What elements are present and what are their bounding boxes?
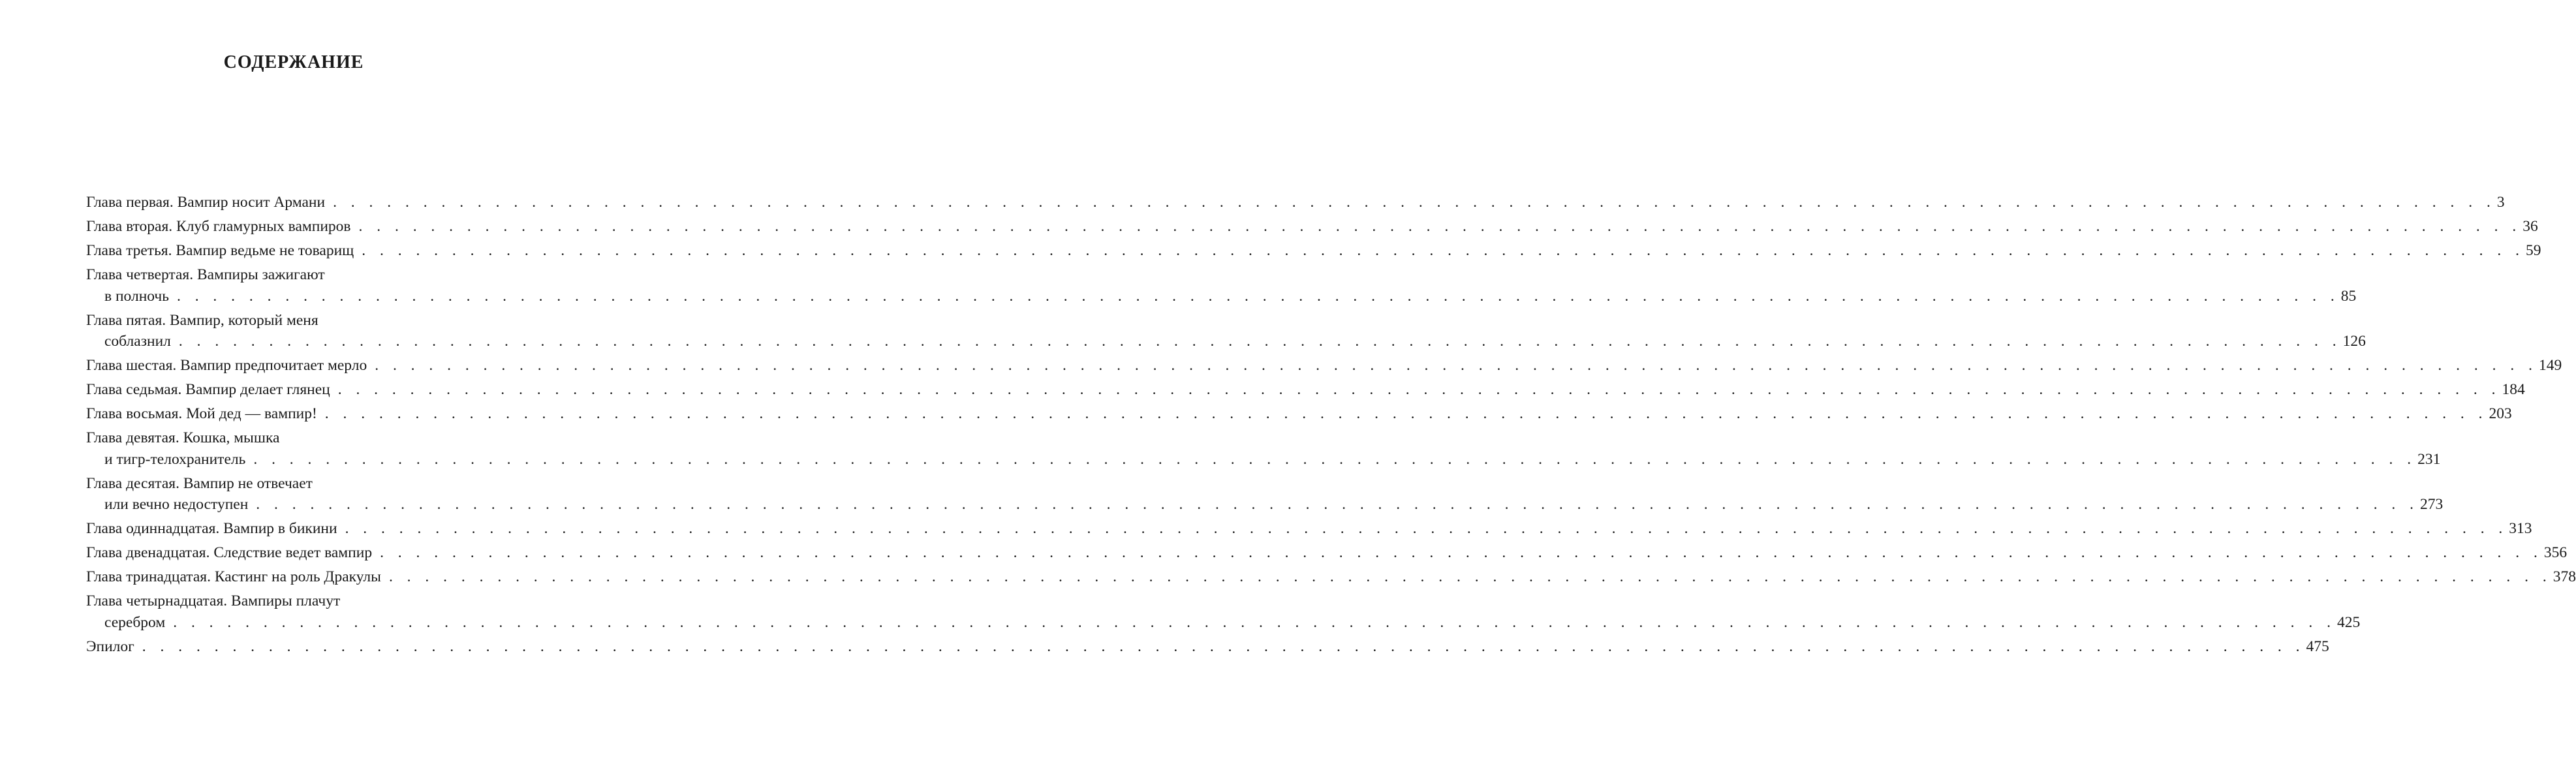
- toc-page-number: 203: [2489, 405, 2512, 422]
- toc-page-number: 85: [2340, 287, 2357, 305]
- page-title: СОДЕРЖАНИЕ: [223, 52, 364, 72]
- toc-entry: [86, 566, 2576, 588]
- toc-entry-title: Глава четырнадцатая. Вампиры плачут: [86, 592, 341, 609]
- toc-entry-title: серебром: [104, 613, 166, 631]
- toc-page-number: 59: [2526, 242, 2541, 259]
- dot-leader: . . . . . . . . . . . . . . . . . . . . . . . . . . . . . . . . . . . . . . . . . . . . . . . . . . . . . . . . . . . . . . . . . . . . . . . . . . . . . . . . . . . . . . . . . . . . . . . . . . . . . . . . . . . . . . . . . . . . . . . .: [176, 287, 2340, 305]
- toc-entry-title: Глава третья. Вампир ведьме не товарищ: [86, 242, 354, 259]
- toc-entry: [86, 379, 2525, 401]
- toc-entry-line: [86, 331, 2366, 352]
- toc-entry-line: [86, 264, 500, 286]
- toc-entry-title: Глава вторая. Клуб гламурных вампиров: [86, 218, 351, 235]
- toc-page-number: 378: [2553, 568, 2576, 585]
- toc-entry-line: [86, 566, 2576, 588]
- toc-entry: [86, 355, 2562, 376]
- toc-page-number: 313: [2509, 520, 2532, 537]
- dot-leader: . . . . . . . . . . . . . . . . . . . . . . . . . . . . . . . . . . . . . . . . . . . . . . . . . . . . . . . . . . . . . . . . . . . . . . . . . . . . . . . . . . . . . . . . . . . . . . . . . . . . . . . . . . . . . . . . . . . . . . . .: [178, 333, 2342, 350]
- toc-entry-title: Глава седьмая. Вампир делает глянец: [86, 381, 330, 398]
- dot-leader: . . . . . . . . . . . . . . . . . . . . . . . . . . . . . . . . . . . . . . . . . . . . . . . . . . . . . . . . . . . . . . . . . . . . . . . . . . . . . . . . . . . . . . . . . . . . . . . . . . . . . . . . . . . . . . . . . . . . . . . .: [173, 613, 2336, 631]
- toc-entry-line: [86, 494, 2444, 515]
- toc-entry-title: Глава тринадцатая. Кастинг на роль Дракулы: [86, 568, 381, 585]
- toc-entry-title: Эпилог: [86, 637, 134, 655]
- toc-entry: [86, 636, 2329, 658]
- toc-entry-title: и тигр-телохранитель: [104, 450, 246, 468]
- toc-entry: [86, 427, 2441, 470]
- dot-leader: . . . . . . . . . . . . . . . . . . . . . . . . . . . . . . . . . . . . . . . . . . . . . . . . . . . . . . . . . . . . . . . . . . . . . . . . . . . . . . . . . . . . . . . . . . . . . . . . . . . . . . . . . . . . . . . . . . . . . . . .: [333, 194, 2496, 211]
- dot-leader: . . . . . . . . . . . . . . . . . . . . . . . . . . . . . . . . . . . . . . . . . . . . . . . . . . . . . . . . . . . . . . . . . . . . . . . . . . . . . . . . . . . . . . . . . . . . . . . . . . . . . . . . . . . . . . . . . . . . . . . .: [362, 242, 2524, 259]
- toc-page-number: 475: [2306, 637, 2329, 655]
- toc-entry-line: [86, 591, 500, 612]
- toc-page-number: 356: [2543, 544, 2568, 561]
- toc-page-number: 184: [2502, 381, 2525, 398]
- toc-entry: [86, 591, 2361, 633]
- toc-entry: [86, 473, 2444, 515]
- dot-leader: . . . . . . . . . . . . . . . . . . . . . . . . . . . . . . . . . . . . . . . . . . . . . . . . . . . . . . . . . . . . . . . . . . . . . . . . . . . . . . . . . . . . . . . . . . . . . . . . . . . . . . . . . . . . . . . . . . . . . . . .: [142, 637, 2305, 655]
- toc-entry-line: [86, 518, 2532, 540]
- toc-entry: [86, 403, 2512, 425]
- toc-entry-title: Глава пятая. Вампир, который меня: [86, 311, 318, 329]
- toc-entry-line: [86, 379, 2525, 401]
- toc-entry-line: [86, 216, 2538, 238]
- toc-entry-line: [86, 636, 2329, 658]
- toc-entry-title: Глава девятая. Кошка, мышка: [86, 429, 280, 446]
- dot-leader: . . . . . . . . . . . . . . . . . . . . . . . . . . . . . . . . . . . . . . . . . . . . . . . . . . . . . . . . . . . . . . . . . . . . . . . . . . . . . . . . . . . . . . . . . . . . . . . . . . . . . . . . . . . . . . . . . . . . . . . .: [375, 357, 2537, 374]
- toc-entry-line: [86, 612, 2361, 634]
- toc-entry-title: Глава двенадцатая. Следствие ведет вампир: [86, 544, 373, 561]
- toc-entry-title: Глава одиннадцатая. Вампир в бикини: [86, 520, 337, 537]
- toc-entry-line: [86, 192, 2505, 213]
- toc-page-number: 149: [2538, 357, 2562, 374]
- dot-leader: . . . . . . . . . . . . . . . . . . . . . . . . . . . . . . . . . . . . . . . . . . . . . . . . . . . . . . . . . . . . . . . . . . . . . . . . . . . . . . . . . . . . . . . . . . . . . . . . . . . . . . . . . . . . . . . . . . . . . . . .: [345, 520, 2508, 537]
- toc-entry: [86, 542, 2568, 564]
- toc-entry: [86, 310, 2366, 352]
- toc-page-number: 36: [2522, 218, 2538, 235]
- dot-leader: . . . . . . . . . . . . . . . . . . . . . . . . . . . . . . . . . . . . . . . . . . . . . . . . . . . . . . . . . . . . . . . . . . . . . . . . . . . . . . . . . . . . . . . . . . . . . . . . . . . . . . . . . . . . . . . . . . . . . . . .: [358, 218, 2522, 235]
- toc-entry-title: в полночь: [104, 287, 169, 305]
- toc-page-number: 231: [2417, 450, 2441, 468]
- toc-entry-title: Глава десятая. Вампир не отвечает: [86, 474, 313, 492]
- toc-entry-title: Глава шестая. Вампир предпочитает мерло: [86, 357, 367, 374]
- toc-entry-line: [86, 449, 2441, 470]
- toc-entry: [86, 192, 2505, 213]
- toc-entry-line: [86, 240, 2541, 262]
- toc-entry-line: [86, 427, 500, 449]
- toc-entry-line: [86, 355, 2562, 376]
- toc-entry-title: Глава четвертая. Вампиры зажигают: [86, 266, 325, 283]
- toc-entry: [86, 518, 2532, 540]
- toc-entry-line: [86, 310, 500, 331]
- toc-entry-line: [86, 403, 2512, 425]
- toc-entry-line: [86, 542, 2568, 564]
- dot-leader: . . . . . . . . . . . . . . . . . . . . . . . . . . . . . . . . . . . . . . . . . . . . . . . . . . . . . . . . . . . . . . . . . . . . . . . . . . . . . . . . . . . . . . . . . . . . . . . . . . . . . . . . . . . . . . . . . . . . . . . .: [256, 496, 2419, 513]
- toc-entry-title: Глава первая. Вампир носит Армани: [86, 194, 326, 211]
- toc-page-number: 126: [2342, 333, 2366, 350]
- toc-entry-title: или вечно недоступен: [104, 496, 249, 513]
- table-of-contents: [86, 192, 2576, 660]
- toc-page-number: 425: [2336, 613, 2361, 631]
- dot-leader: . . . . . . . . . . . . . . . . . . . . . . . . . . . . . . . . . . . . . . . . . . . . . . . . . . . . . . . . . . . . . . . . . . . . . . . . . . . . . . . . . . . . . . . . . . . . . . . . . . . . . . . . . . . . . . . . . . . . . . . .: [253, 450, 2417, 468]
- toc-entry: [86, 216, 2538, 238]
- toc-page-number: 3: [2496, 194, 2505, 211]
- toc-page-number: 273: [2420, 496, 2444, 513]
- dot-leader: . . . . . . . . . . . . . . . . . . . . . . . . . . . . . . . . . . . . . . . . . . . . . . . . . . . . . . . . . . . . . . . . . . . . . . . . . . . . . . . . . . . . . . . . . . . . . . . . . . . . . . . . . . . . . . . . . . . . . . . .: [388, 568, 2552, 585]
- toc-entry-title: соблазнил: [104, 333, 171, 350]
- dot-leader: . . . . . . . . . . . . . . . . . . . . . . . . . . . . . . . . . . . . . . . . . . . . . . . . . . . . . . . . . . . . . . . . . . . . . . . . . . . . . . . . . . . . . . . . . . . . . . . . . . . . . . . . . . . . . . . . . . . . . . . .: [337, 381, 2501, 398]
- dot-leader: . . . . . . . . . . . . . . . . . . . . . . . . . . . . . . . . . . . . . . . . . . . . . . . . . . . . . . . . . . . . . . . . . . . . . . . . . . . . . . . . . . . . . . . . . . . . . . . . . . . . . . . . . . . . . . . . . . . . . . . .: [380, 544, 2543, 561]
- toc-entry: [86, 264, 2357, 307]
- toc-entry-title: Глава восьмая. Мой дед — вампир!: [86, 405, 317, 422]
- toc-entry-line: [86, 473, 500, 495]
- toc-entry: [86, 240, 2541, 262]
- toc-entry-line: [86, 286, 2357, 307]
- dot-leader: . . . . . . . . . . . . . . . . . . . . . . . . . . . . . . . . . . . . . . . . . . . . . . . . . . . . . . . . . . . . . . . . . . . . . . . . . . . . . . . . . . . . . . . . . . . . . . . . . . . . . . . . . . . . . . . . . . . . . . . .: [324, 405, 2488, 422]
